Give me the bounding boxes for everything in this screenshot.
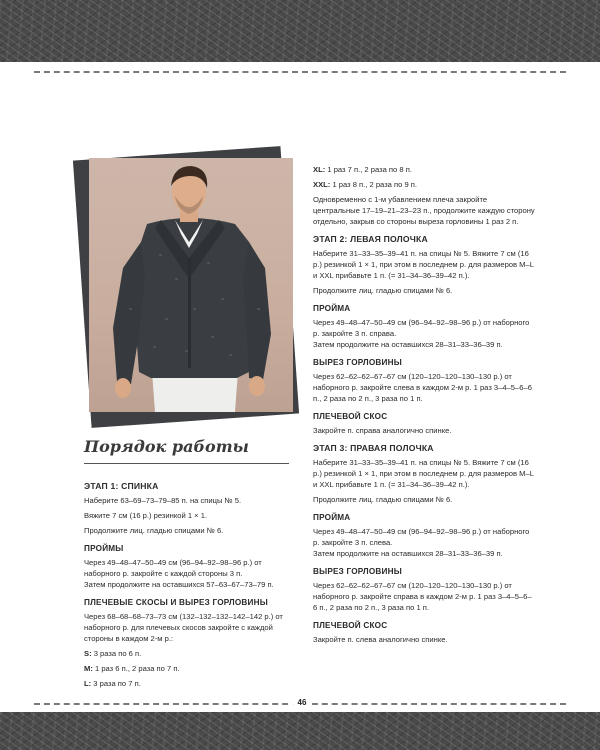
stage1-text: Наберите 63–69–73–79–85 п. на спицы № 5. [84,496,242,505]
armholes-text: Затем продолжите на оставшихся 57–63–67–73–79 п. [84,580,274,589]
top-dashed-divider [34,71,566,73]
armholes-heading: ПРОЙМЫ [84,544,124,553]
stage2-armhole-heading: ПРОЙМА [313,304,351,313]
stage3-shoulder-heading: ПЛЕЧЕВОЙ СКОС [313,621,388,630]
stage1-text: Вяжите 7 см (16 р.) резинкой 1 × 1. [84,511,208,520]
armholes-text: Через 49–48–47–50–49 см (96–94–92–98–96 р.) от наборного р. закройте с каждой стороны 3 п. [84,558,262,578]
stage2-shoulder-heading: ПЛЕЧЕВОЙ СКОС [313,412,388,421]
simultaneous-text: Одновременно с 1-м убавлением плеча закройте центральные 17–19–21–23–23 п., продолжите каждую сторону отдельно, закрыв со стороны выреза горловины 1 раз 2 п. [313,195,535,226]
size-value: 1 раз 7 п., 2 раза по 8 п. [327,165,412,174]
size-label: XL: [313,165,326,174]
bottom-decorative-band [0,712,600,750]
size-value: 3 раза по 7 п. [93,679,141,688]
size-value: 1 раз 8 п., 2 раза по 9 п. [332,180,418,189]
shoulder-neck-heading: ПЛЕЧЕВЫЕ СКОСЫ И ВЫРЕЗ ГОРЛОВИНЫ [84,598,268,607]
stage3-neck-text: Через 62–62–62–67–67 см (120–120–120–130–130 р.) от наборного р. закройте справа в каждом 2-м р. 1 раз 3–4–5–6–6 п., 2 раза по 2 п., 3 раза по 1 п. [313,581,532,612]
stage3-armhole-text: Затем продолжите на оставшихся 28–31–33–36–39 п. [313,549,503,558]
stage3-neck-heading: ВЫРЕЗ ГОРЛОВИНЫ [313,567,402,576]
stage2-armhole-text: Через 49–48–47–50–49 см (96–94–92–98–96 р.) от наборного р. закройте 3 п. справа. [313,318,530,338]
top-decorative-band [0,0,600,62]
page-number: 46 [292,696,312,710]
size-label: L: [84,679,92,688]
model-illustration [89,158,293,412]
stage3-text: Наберите 31–33–35–39–41 п. на спицы № 5. Вяжите 7 см (16 р.) резинкой 1 × 1, при этом в последнем р. для размеров M–L и XXL прибавьте 1 п. (= 31–34–36–39–42 п.). [313,458,534,489]
stage1-text: Продолжите лиц. гладью спицами № 6. [84,526,224,535]
title-underline [84,463,289,464]
stage3-heading: ЭТАП 3: ПРАВАЯ ПОЛОЧКА [313,443,434,453]
stage2-text: Продолжите лиц. гладью спицами № 6. [313,286,453,295]
stage2-shoulder-text: Закройте п. справа аналогично спинке. [313,426,452,435]
size-value: 3 раза по 6 п. [93,649,142,658]
stage3-shoulder-text: Закройте п. слева аналогично спинке. [313,635,448,644]
shoulder-text: Через 68–68–68–73–73 см (132–132–132–142–142 р.) от наборного р. для плечевых скосов закройте с каждой стороны в каждом 2-м р.: [84,612,283,643]
stage2-armhole-text: Затем продолжите на оставшихся 28–31–33–36–39 п. [313,340,503,349]
stage1-heading: ЭТАП 1: СПИНКА [84,481,159,491]
stage3-text: Продолжите лиц. гладью спицами № 6. [313,495,453,504]
stage2-neck-text: Через 62–62–62–67–67 см (120–120–120–130–130 р.) от наборного р. закройте слева в каждом 2-м р. 1 раз 3–4–5–6–6 п., 2 раза по 2 п., 3 раза по 1 п. [313,372,532,403]
left-column [84,474,299,693]
size-line-l [84,678,299,689]
section-title: Порядок работы [84,437,249,456]
right-column [313,164,535,649]
size-line-s [84,648,299,659]
size-line-m [84,663,299,674]
stage3-armhole-text: Через 49–48–47–50–49 см (96–94–92–98–96 р.) от наборного р. закройте 3 п. слева. [313,527,530,547]
size-label: XXL: [313,180,331,189]
model-photo [89,158,293,412]
stage2-heading: ЭТАП 2: ЛЕВАЯ ПОЛОЧКА [313,234,428,244]
size-label: S: [84,649,92,658]
size-line-xxl [313,179,535,190]
size-value: 1 раз 6 п., 2 раза по 7 п. [94,664,180,673]
stage2-text: Наберите 31–33–35–39–41 п. на спицы № 5. Вяжите 7 см (16 р.) резинкой 1 × 1, при этом в последнем р. для размеров M–L и XXL прибавьте 1 п. (= 31–34–36–39–42 п.). [313,249,534,280]
size-line-xl [313,164,535,175]
stage2-neck-heading: ВЫРЕЗ ГОРЛОВИНЫ [313,358,402,367]
stage3-armhole-heading: ПРОЙМА [313,513,351,522]
size-label: M: [84,664,93,673]
